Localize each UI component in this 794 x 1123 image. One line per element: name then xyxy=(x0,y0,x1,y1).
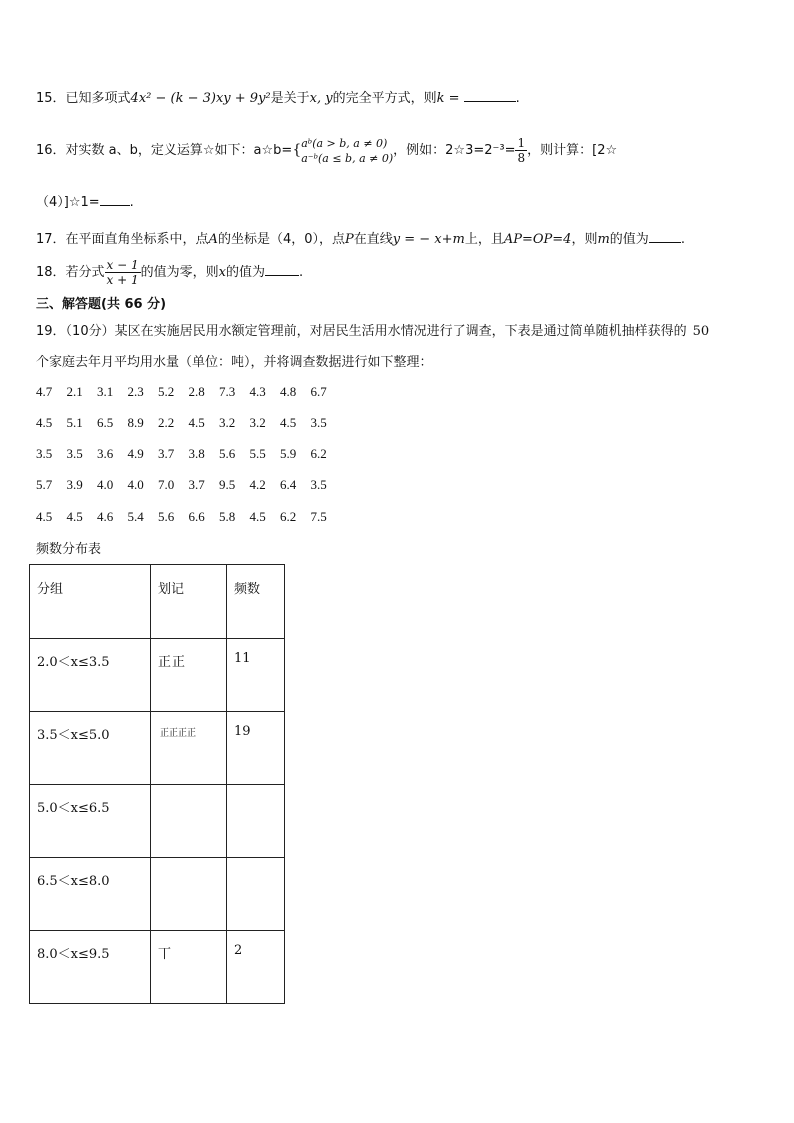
q16-line2: （4）]☆1= xyxy=(36,195,100,210)
q17-end: . xyxy=(680,232,685,247)
q17-text-c: 在直线 xyxy=(353,232,393,247)
data-cell: 3.5 xyxy=(310,415,327,430)
q16-case-1: aᵇ(a > b, a ≠ 0) xyxy=(301,136,388,150)
q17-text-b: 的坐标是（4，0），点 xyxy=(217,232,345,247)
data-row-4 xyxy=(36,477,341,493)
q17-line-eq: y = − x+m xyxy=(392,232,465,247)
q16-end: . xyxy=(129,195,134,210)
q16-prefix: 16．对实数 a、b，定义运算☆如下：a☆b= xyxy=(36,143,293,158)
q16-cases xyxy=(301,136,393,166)
q15-prefix: 15．已知多项式 xyxy=(36,91,131,106)
data-cell: 6.7 xyxy=(310,384,327,399)
q17-text-f: 的值为 xyxy=(609,232,649,247)
header-frequency: 频数 xyxy=(227,565,285,639)
q18-mid: 的值为零，则 xyxy=(140,265,219,280)
data-cell: 4.7 xyxy=(36,384,53,399)
q16-case-2: a⁻ᵇ(a ≤ b, a ≠ 0) xyxy=(301,151,394,165)
q18-suffix: 的值为 xyxy=(226,265,266,280)
question-16 xyxy=(36,132,617,169)
q16-calc: ，则计算：[2☆ xyxy=(527,143,618,158)
q18-fraction xyxy=(105,258,141,287)
q17-answer-blank[interactable] xyxy=(649,228,681,243)
data-cell: 3.5 xyxy=(36,446,53,461)
data-cell: 4.5 xyxy=(249,509,266,524)
data-row-3 xyxy=(36,446,341,462)
data-cell: 6.2 xyxy=(280,509,297,524)
data-cell: 3.8 xyxy=(188,446,205,461)
data-cell: 5.1 xyxy=(66,415,83,430)
q15-vars: x, y xyxy=(309,91,333,106)
tally-cell: 正正 xyxy=(151,639,227,712)
q18-frac-num: x − 1 xyxy=(106,258,139,272)
question-15 xyxy=(36,87,520,109)
q15-end: . xyxy=(515,91,520,106)
data-cell: 6.2 xyxy=(310,446,327,461)
data-cell: 3.5 xyxy=(66,446,83,461)
q15-suffix: 的完全平方式，则 xyxy=(332,91,437,106)
table-row xyxy=(30,931,285,1004)
q15-mid: 是关于 xyxy=(270,91,310,106)
data-cell: 5.9 xyxy=(280,446,297,461)
data-cell: 2.2 xyxy=(158,415,175,430)
q15-answer-var: k = xyxy=(436,91,460,106)
data-cell: 5.6 xyxy=(219,446,236,461)
data-cell: 4.5 xyxy=(36,509,53,524)
data-cell: 4.5 xyxy=(66,509,83,524)
data-row-1 xyxy=(36,384,341,400)
frequency-cell: 19 xyxy=(227,712,285,785)
q18-prefix: 18．若分式 xyxy=(36,265,105,280)
data-cell: 3.7 xyxy=(188,477,205,492)
q18-x: x xyxy=(218,265,226,280)
q15-expression: 4x² − (k − 3)xy + 9y² xyxy=(130,91,271,106)
frequency-cell[interactable] xyxy=(227,785,285,858)
q19-line-1 xyxy=(36,322,709,342)
data-cell: 3.2 xyxy=(249,415,266,430)
data-cell: 3.5 xyxy=(310,477,327,492)
frequency-cell: 11 xyxy=(227,639,285,712)
data-cell: 9.5 xyxy=(219,477,236,492)
section-3-heading: 三、解答题(共 66 分) xyxy=(36,297,167,312)
q19-intro: 19．（10分）某区在实施居民用水额定管理前，对居民生活用水情况进行了调查，下表是通过简单随机抽样获得的 xyxy=(36,324,687,339)
header-tally: 划记 xyxy=(151,565,227,639)
q17-text-e: ，则 xyxy=(571,232,598,247)
group-cell: 8.0＜x≤9.5 xyxy=(30,931,151,1004)
table-row xyxy=(30,639,285,712)
data-cell: 6.6 xyxy=(188,509,205,524)
q17-condition: AP=OP=4 xyxy=(503,232,572,247)
q17-point-p: P xyxy=(344,232,354,247)
q16-answer-blank[interactable] xyxy=(100,191,130,206)
data-cell: 4.5 xyxy=(280,415,297,430)
tally-cell[interactable] xyxy=(151,785,227,858)
data-cell: 5.5 xyxy=(249,446,266,461)
table-caption: 频数分布表 xyxy=(36,542,102,557)
q15-answer-blank[interactable] xyxy=(464,87,516,102)
q19-sample-size: 50 xyxy=(692,324,710,339)
group-cell: 6.5＜x≤8.0 xyxy=(30,858,151,931)
q16-frac-num: 1 xyxy=(517,136,526,150)
data-cell: 3.7 xyxy=(158,446,175,461)
data-cell: 7.5 xyxy=(310,509,327,524)
data-cell: 4.0 xyxy=(127,477,144,492)
data-cell: 6.4 xyxy=(280,477,297,492)
question-16-line2 xyxy=(36,191,134,213)
question-18 xyxy=(36,256,303,290)
data-cell: 2.8 xyxy=(188,384,205,399)
data-cell: 4.8 xyxy=(280,384,297,399)
data-cell: 4.3 xyxy=(249,384,266,399)
data-cell: 5.2 xyxy=(158,384,175,399)
frequency-table xyxy=(29,564,285,1004)
q17-point-a: A xyxy=(208,232,218,247)
frequency-cell[interactable] xyxy=(227,858,285,931)
table-row xyxy=(30,712,285,785)
frequency-cell: 2 xyxy=(227,931,285,1004)
data-cell: 7.3 xyxy=(219,384,236,399)
data-cell: 5.8 xyxy=(219,509,236,524)
data-cell: 5.4 xyxy=(127,509,144,524)
q16-frac-den: 8 xyxy=(517,151,526,165)
tally-cell: 丅 xyxy=(151,931,227,1004)
q18-frac-den: x + 1 xyxy=(106,273,139,287)
data-cell: 3.2 xyxy=(219,415,236,430)
data-cell: 7.0 xyxy=(158,477,175,492)
q16-example: ，例如：2☆3=2⁻³= xyxy=(393,143,516,158)
data-cell: 4.9 xyxy=(127,446,144,461)
question-17 xyxy=(36,228,685,250)
data-cell: 3.6 xyxy=(97,446,114,461)
q16-brace: { xyxy=(292,142,302,158)
table-row xyxy=(30,785,285,858)
tally-cell xyxy=(151,712,227,785)
q19-line-2: 个家庭去年月平均用水量（单位：吨），并将调查数据进行如下整理： xyxy=(36,355,433,370)
q18-answer-blank[interactable] xyxy=(265,261,299,276)
data-row-2 xyxy=(36,415,341,431)
table-header-row xyxy=(30,565,285,639)
tally-cell[interactable] xyxy=(151,858,227,931)
q16-fraction xyxy=(515,136,527,165)
data-cell: 4.6 xyxy=(97,509,114,524)
data-cell: 8.9 xyxy=(127,415,144,430)
q17-m: m xyxy=(597,232,610,247)
group-cell: 5.0＜x≤6.5 xyxy=(30,785,151,858)
group-cell: 3.5＜x≤5.0 xyxy=(30,712,151,785)
q17-text-a: 17．在平面直角坐标系中，点 xyxy=(36,232,209,247)
table-row xyxy=(30,858,285,931)
data-cell: 4.5 xyxy=(36,415,53,430)
data-cell: 2.1 xyxy=(66,384,83,399)
tally-marks: 正正正正 xyxy=(160,728,196,739)
header-group: 分组 xyxy=(30,565,151,639)
q17-text-d: 上，且 xyxy=(464,232,504,247)
data-row-5 xyxy=(36,509,341,525)
data-cell: 2.3 xyxy=(127,384,144,399)
data-cell: 5.7 xyxy=(36,477,53,492)
data-cell: 5.6 xyxy=(158,509,175,524)
data-cell: 3.1 xyxy=(97,384,114,399)
q18-end: . xyxy=(299,265,304,280)
group-cell: 2.0＜x≤3.5 xyxy=(30,639,151,712)
data-cell: 4.5 xyxy=(188,415,205,430)
data-cell: 4.2 xyxy=(249,477,266,492)
data-cell: 3.9 xyxy=(66,477,83,492)
data-cell: 6.5 xyxy=(97,415,114,430)
data-cell: 4.0 xyxy=(97,477,114,492)
